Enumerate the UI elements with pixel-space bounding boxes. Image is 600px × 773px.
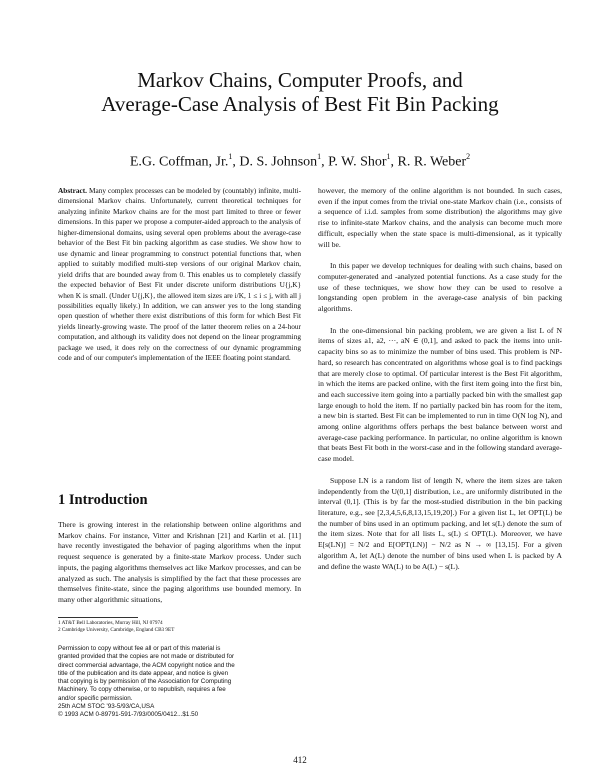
permission-line: Permission to copy without fee all or part of this material is [58, 645, 221, 652]
author: R. R. Weber [397, 154, 467, 170]
permission-line: title of the publication and its date appear, and notice is given [58, 669, 229, 677]
footnotes [58, 620, 301, 634]
right-column [318, 186, 562, 572]
affiliation-mark: 1 [386, 152, 391, 161]
permission-line: and/or specific permission. [58, 694, 133, 702]
affiliation-mark: 2 [466, 152, 471, 161]
copyright-line: © 1993 ACM 0-89791-591-7/93/0005/0412...$1.50 [58, 711, 199, 719]
author-list: E.G. Coffman, Jr.$^1$, D. S. Johnson$^1$, P. W. Shor$^1$, R. R. Weber$^2$ [129, 152, 471, 170]
conference-line: 25th ACM STOC '93-5/93/CA,USA [58, 703, 155, 711]
affiliation-mark: 1 [228, 152, 233, 161]
permission-line: that copying is by permission of the Association for Computing [58, 678, 232, 686]
paper-title-line-2: Average-Case Analysis of Best Fit Bin Packing [101, 92, 499, 116]
footnote: 1 AT&T Bell Laboratories, Murray Hill, NJ 07974 [58, 620, 163, 626]
intro-paragraph: There is growing interest in the relationship between online algorithms and Markov chains. For instance, Vitter and Krishnan [21] and Karlin et al. [11] have recently investigated the behavior of paging algorithms when the input request sequence is generated by a finite-state Markov process. Under such inputs, the paging algorithms themselves act like Markov processes, and can be analyzed as such. The analysis is simplified by the fact that these processes are themselves finite-state, since the paging algorithms use bounded memory. In many other algorithmic situations, [58, 520, 301, 604]
permission-line: granted provided that the copies are not made or distributed for [58, 653, 235, 661]
abstract-label: Abstract. [58, 186, 87, 195]
paragraph: In the one-dimensional bin packing problem, we are given a list L of N items of sizes a1, a2, ···, aN ∈ (0,1], and asked to pack the items into unit-capacity bins so as to minimize the number of bins used. This problem is NP-hard, so research has concentrated on algorithms whose goal is to find packings that are merely close to optimal. Of particular interest is the Best Fit algorithm, in which the items are packed online, with the first item going into the first bin, and each successive item going into a partially packed bin with the smallest gap large enough to hold the item. If no partially packed bin has room for the item, a new bin is started. Best Fit can be implemented to run in time O(N log N), and among online algorithms offers perhaps the best balance between worst and average-case packing performance. In particular, no online algorithm is known that beats Best Fit both in the worst-case and in the following standard average-case model. [318, 325, 563, 464]
footnote: 2 Cambridge University, Cambridge, England CB3 9ET [58, 626, 175, 633]
permission-notice [58, 645, 301, 720]
abstract-text: Many complex processes can be modeled by (countably) infinite, multi-dimensional Markov chains. Unfortunately, current theoretical techniques for analyzing infinite Markov chains are for the most part limited to three or fewer dimensions. In this paper we propose a computer-aided approach to the analysis of higher-dimensional domains, using several open problems about the average-case behavior of the Best Fit bin packing algorithm as case studies. We show how to use dynamic and linear programming to construct potential functions that, when applied to suitably modified multi-step versions of our original Markov chain, yield drifts that are bounded away from 0. This enables us to completely classify the expected behavior of Best Fit under discrete uniform distributions U{j,K} when K is small. (Under U{j,K}, the allowed item sizes are i/K, 1 ≤ i ≤ j, with all j possibilities equally likely.) In addition, we can answer yes to the long standing open question of whether there exist distributions of this form for which Best Fit yields linearly-growing waste. The proof of the latter theorem relies on a 24-hour computation, and although its validity does not depend on the linear programming package we used, it does rely on the correctness of our dynamic programming code and of our computer's implementation of the IEEE floating point standard. [58, 186, 301, 363]
page-number: 412 [293, 755, 307, 765]
introduction-text [58, 520, 301, 606]
author: D. S. Johnson [239, 154, 318, 170]
affiliation-mark: 1 [317, 152, 322, 161]
section-heading: 1 Introduction [58, 492, 148, 508]
footnote-rule [58, 617, 138, 618]
paragraph: In this paper we develop techniques for dealing with such chains, based on computer-generated and -analyzed potential functions. As a case study for the use of these techniques, we show how they can be used to resolve a longstanding open problem in the average-case analysis of bin packing algorithms. [318, 261, 562, 314]
author: E.G. Coffman, Jr. [129, 154, 229, 170]
permission-line: Machinery. To copy otherwise, or to republish, requires a fee [58, 686, 226, 694]
paper-title-line-1: Markov Chains, Computer Proofs, and [137, 68, 463, 92]
author: P. W. Shor [328, 154, 387, 170]
abstract [58, 186, 301, 364]
paragraph: however, the memory of the online algorithm is not bounded. In such cases, even if the input comes from the trivial one-state Markov chain (i.e., consists of a sequence of i.i.d. samples from some distribution) the algorithms may give rise to infinite-state Markov chains, and the analysis can become much more difficult, especially when the state space is multi-dimensional, as it typically will be. [318, 186, 562, 249]
permission-line: direct commercial advantage, the ACM copyright notice and the [58, 661, 235, 669]
paragraph: Suppose LN is a random list of length N, where the item sizes are taken independently from the U(0,1] distribution, i.e., are uniformly distributed in the interval (0,1]. (This is by far the most-studied distribution in the bin packing literature, e.g., see [2,3,4,5,6,8,13,15,19,20].) For a given list L, let OPT(L) be the number of bins used in an optimum packing, and let s(L) denote the sum of the item sizes. Note that for all lists L, s(L) ≤ OPT(L). Moreover, we have E[s(LN)] = N/2 and E[OPT(LN)] − N/2 as N → ∞ [13,15]. For a given algorithm A, let A(L) denote the number of bins used when L is packed by A and define the waste WA(L) to be A(L) − s(L). [318, 475, 562, 571]
